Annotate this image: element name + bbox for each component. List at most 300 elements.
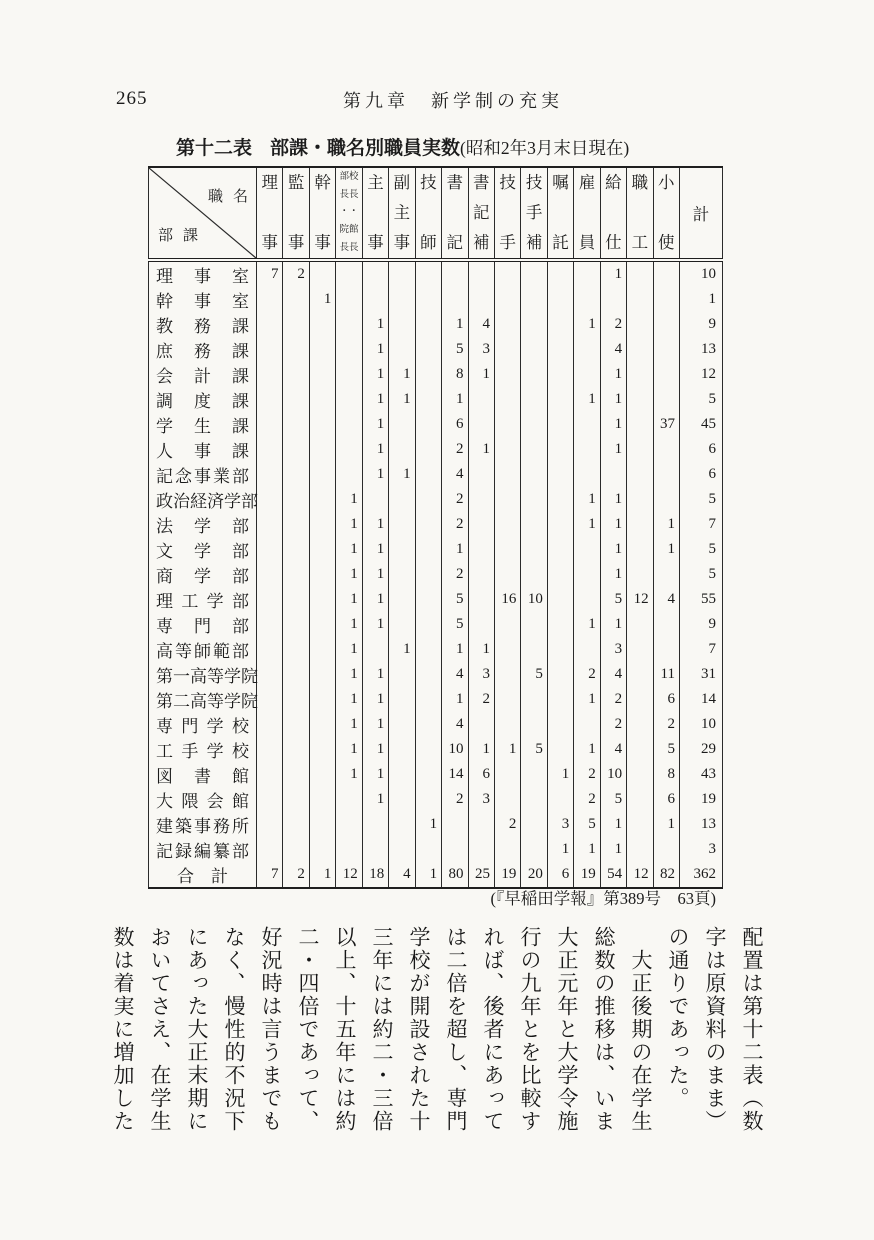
cell: 2 — [574, 762, 600, 787]
cell — [309, 312, 335, 337]
cell — [627, 687, 653, 712]
cell — [600, 462, 626, 487]
cell: 1 — [362, 437, 388, 462]
cell — [627, 612, 653, 637]
cell — [494, 337, 520, 362]
cell: 16 — [494, 587, 520, 612]
column-header: 書 記 補 — [468, 167, 494, 260]
cell: 12 — [336, 862, 362, 888]
cell — [627, 260, 653, 287]
cell — [494, 787, 520, 812]
cell — [415, 412, 441, 437]
cell — [627, 362, 653, 387]
cell — [627, 462, 653, 487]
cell — [600, 287, 626, 312]
cell — [521, 612, 547, 637]
cell — [574, 362, 600, 387]
row-label: 学 生 課 — [156, 417, 249, 436]
cell — [309, 260, 335, 287]
cell — [336, 312, 362, 337]
cell: 29 — [680, 737, 723, 762]
column-header: 幹 事 — [309, 167, 335, 260]
cell: 1 — [468, 637, 494, 662]
column-header: 小 使 — [653, 167, 679, 260]
column-header: 嘱 託 — [547, 167, 573, 260]
cell — [415, 737, 441, 762]
cell — [309, 587, 335, 612]
cell — [283, 662, 309, 687]
cell — [521, 712, 547, 737]
cell — [521, 837, 547, 862]
cell — [653, 837, 679, 862]
cell — [309, 737, 335, 762]
cell: 1 — [600, 412, 626, 437]
table-row — [149, 260, 723, 287]
cell — [283, 712, 309, 737]
cell — [468, 412, 494, 437]
cell: 1 — [336, 712, 362, 737]
cell — [283, 537, 309, 562]
cell — [283, 287, 309, 312]
cell — [547, 412, 573, 437]
cell: 1 — [362, 762, 388, 787]
cell — [627, 812, 653, 837]
vertical-body-text — [104, 926, 770, 1142]
cell: 1 — [574, 387, 600, 412]
vertical-text-line: の通りであった。 — [666, 926, 690, 1110]
cell — [521, 812, 547, 837]
cell — [336, 787, 362, 812]
cell — [547, 787, 573, 812]
cell: 8 — [653, 762, 679, 787]
cell — [257, 687, 283, 712]
cell — [389, 562, 415, 587]
cell — [389, 837, 415, 862]
cell: 2 — [283, 260, 309, 287]
cell — [309, 837, 335, 862]
cell — [389, 512, 415, 537]
cell — [362, 287, 388, 312]
cell: 18 — [362, 862, 388, 888]
cell — [468, 562, 494, 587]
cell: 5 — [680, 487, 723, 512]
cell — [415, 387, 441, 412]
column-header: 給 仕 — [600, 167, 626, 260]
vertical-text-line: 三年には約二・三倍 — [370, 926, 394, 1133]
cell: 1 — [574, 687, 600, 712]
cell — [336, 260, 362, 287]
cell — [283, 812, 309, 837]
table-title — [176, 133, 629, 160]
vertical-text-line: なく、慢性的不況下 — [222, 926, 246, 1133]
cell — [415, 337, 441, 362]
column-header: 主 事 — [362, 167, 388, 260]
cell: 2 — [442, 512, 468, 537]
cell — [574, 260, 600, 287]
table-row — [149, 687, 723, 712]
cell — [547, 737, 573, 762]
cell — [389, 662, 415, 687]
cell — [468, 812, 494, 837]
row-label: 建 築 事 務 所 — [156, 817, 249, 836]
cell — [362, 837, 388, 862]
vertical-text-line: 以上、十五年には約 — [333, 926, 357, 1133]
cell: 19 — [494, 862, 520, 888]
cell: 37 — [653, 412, 679, 437]
table-row — [149, 462, 723, 487]
row-label: 図 書 館 — [156, 767, 249, 786]
row-label: 第 二 高 等 学 院 — [156, 692, 258, 711]
cell: 25 — [468, 862, 494, 888]
cell — [257, 312, 283, 337]
corner-label-job-title: 職名 — [207, 189, 258, 205]
cell — [521, 287, 547, 312]
column-header: 理 事 — [257, 167, 283, 260]
cell — [415, 287, 441, 312]
column-header: 部校 長長 ・・ 院館 長長 — [336, 167, 362, 260]
cell — [494, 712, 520, 737]
cell — [257, 412, 283, 437]
cell — [468, 387, 494, 412]
cell — [521, 337, 547, 362]
table-row — [149, 837, 723, 862]
cell: 5 — [521, 737, 547, 762]
cell — [389, 737, 415, 762]
cell — [389, 437, 415, 462]
table-row — [149, 412, 723, 437]
cell: 4 — [442, 662, 468, 687]
cell — [547, 487, 573, 512]
column-header: 監 事 — [283, 167, 309, 260]
cell — [547, 287, 573, 312]
cell — [627, 787, 653, 812]
cell — [547, 537, 573, 562]
cell — [257, 337, 283, 362]
cell — [257, 637, 283, 662]
cell: 1 — [389, 362, 415, 387]
table-title-text: 部課・職名別職員実数 — [270, 138, 461, 159]
cell — [627, 537, 653, 562]
row-label: 合 計 — [177, 867, 228, 886]
row-label: 法 学 部 — [156, 517, 249, 536]
chapter-header: 第九章 新学制の充実 — [343, 91, 563, 111]
cell: 1 — [600, 362, 626, 387]
cell: 2 — [600, 712, 626, 737]
cell: 5 — [442, 587, 468, 612]
cell — [627, 287, 653, 312]
cell — [574, 462, 600, 487]
cell: 1 — [336, 612, 362, 637]
cell — [468, 512, 494, 537]
row-label: 理 工 学 部 — [156, 592, 249, 611]
cell: 2 — [574, 787, 600, 812]
cell — [627, 762, 653, 787]
row-label: 調 度 課 — [156, 392, 249, 411]
row-label: 大 隈 会 館 — [156, 792, 249, 811]
cell — [468, 537, 494, 562]
cell: 1 — [336, 562, 362, 587]
cell: 1 — [362, 387, 388, 412]
cell: 1 — [680, 287, 723, 312]
cell: 3 — [600, 637, 626, 662]
cell: 4 — [600, 662, 626, 687]
cell — [494, 562, 520, 587]
cell — [389, 712, 415, 737]
cell: 7 — [680, 637, 723, 662]
cell: 1 — [336, 537, 362, 562]
cell: 1 — [600, 387, 626, 412]
cell: 5 — [442, 337, 468, 362]
vertical-text-line: 行の九年とを比較す — [518, 926, 542, 1133]
cell — [309, 362, 335, 387]
cell — [574, 587, 600, 612]
vertical-text-line: 好況時は言うまでも — [259, 926, 283, 1133]
cell — [283, 512, 309, 537]
cell — [468, 487, 494, 512]
cell — [309, 637, 335, 662]
cell — [547, 312, 573, 337]
table-row — [149, 587, 723, 612]
cell: 6 — [547, 862, 573, 888]
cell: 1 — [600, 487, 626, 512]
cell: 1 — [653, 537, 679, 562]
cell — [415, 712, 441, 737]
cell — [309, 337, 335, 362]
cell: 4 — [389, 862, 415, 888]
cell: 1 — [468, 737, 494, 762]
cell — [468, 260, 494, 287]
cell — [521, 487, 547, 512]
cell: 2 — [574, 662, 600, 687]
cell: 4 — [600, 737, 626, 762]
cell — [521, 462, 547, 487]
vertical-text-line: 数は着実に増加した — [111, 926, 135, 1133]
cell — [468, 837, 494, 862]
cell — [389, 287, 415, 312]
cell — [283, 762, 309, 787]
cell: 1 — [336, 637, 362, 662]
cell — [257, 562, 283, 587]
cell: 1 — [494, 737, 520, 762]
cell — [627, 387, 653, 412]
row-label: 第 一 高 等 学 院 — [156, 667, 258, 686]
cell: 2 — [442, 437, 468, 462]
cell: 1 — [468, 362, 494, 387]
cell: 2 — [600, 312, 626, 337]
row-label: 人 事 課 — [156, 442, 249, 461]
cell — [283, 312, 309, 337]
cell: 5 — [680, 387, 723, 412]
cell: 1 — [362, 562, 388, 587]
cell — [547, 260, 573, 287]
cell — [442, 837, 468, 862]
cell — [389, 487, 415, 512]
cell — [442, 812, 468, 837]
cell: 4 — [653, 587, 679, 612]
cell: 1 — [362, 687, 388, 712]
cell: 7 — [257, 862, 283, 888]
cell — [574, 562, 600, 587]
row-label: 専 門 部 — [156, 617, 249, 636]
cell — [309, 437, 335, 462]
staff-count-table — [148, 166, 723, 889]
cell — [336, 387, 362, 412]
cell — [574, 712, 600, 737]
cell — [547, 337, 573, 362]
cell — [468, 712, 494, 737]
page-number: 265 — [116, 88, 148, 109]
cell — [521, 437, 547, 462]
cell: 1 — [574, 312, 600, 337]
cell: 10 — [680, 712, 723, 737]
cell — [468, 587, 494, 612]
cell: 1 — [468, 437, 494, 462]
cell — [415, 312, 441, 337]
cell — [389, 687, 415, 712]
cell: 1 — [442, 537, 468, 562]
cell: 1 — [389, 462, 415, 487]
cell — [653, 462, 679, 487]
cell — [283, 837, 309, 862]
row-label: 政 治 経 済 学 部 — [156, 492, 258, 511]
cell — [574, 537, 600, 562]
cell — [283, 362, 309, 387]
cell — [257, 737, 283, 762]
cell — [309, 687, 335, 712]
cell: 3 — [468, 662, 494, 687]
cell: 11 — [653, 662, 679, 687]
cell — [627, 487, 653, 512]
cell — [283, 637, 309, 662]
cell: 1 — [442, 687, 468, 712]
cell: 1 — [309, 862, 335, 888]
table-row — [149, 362, 723, 387]
vertical-text-line: にあった大正末期に — [185, 926, 209, 1133]
cell: 1 — [362, 512, 388, 537]
cell: 55 — [680, 587, 723, 612]
cell: 1 — [362, 662, 388, 687]
cell — [521, 562, 547, 587]
cell — [415, 437, 441, 462]
cell: 10 — [442, 737, 468, 762]
cell — [574, 637, 600, 662]
cell: 10 — [680, 260, 723, 287]
cell: 6 — [442, 412, 468, 437]
vertical-text-line: 総数の推移は、いま — [592, 926, 616, 1133]
cell — [336, 287, 362, 312]
cell: 1 — [362, 737, 388, 762]
cell — [521, 762, 547, 787]
cell: 5 — [653, 737, 679, 762]
cell — [415, 512, 441, 537]
cell — [415, 637, 441, 662]
cell — [468, 462, 494, 487]
table-row — [149, 287, 723, 312]
cell: 2 — [653, 712, 679, 737]
cell: 1 — [600, 562, 626, 587]
cell: 1 — [336, 512, 362, 537]
column-header: 書 記 — [442, 167, 468, 260]
cell — [283, 337, 309, 362]
table-row — [149, 637, 723, 662]
cell — [336, 337, 362, 362]
cell — [627, 512, 653, 537]
table-row — [149, 737, 723, 762]
cell — [415, 837, 441, 862]
cell: 3 — [680, 837, 723, 862]
cell — [494, 637, 520, 662]
cell — [468, 287, 494, 312]
cell — [653, 612, 679, 637]
row-label: 庶 務 課 — [156, 342, 249, 361]
table-row — [149, 312, 723, 337]
column-header: 技 師 — [415, 167, 441, 260]
cell — [653, 637, 679, 662]
cell: 1 — [442, 387, 468, 412]
cell — [494, 362, 520, 387]
cell — [389, 762, 415, 787]
vertical-text-line: れば、後者にあって — [481, 926, 505, 1133]
cell — [415, 662, 441, 687]
cell: 3 — [468, 337, 494, 362]
cell: 12 — [627, 587, 653, 612]
cell — [494, 287, 520, 312]
cell: 1 — [574, 612, 600, 637]
cell: 1 — [336, 662, 362, 687]
cell: 6 — [653, 687, 679, 712]
table-row — [149, 387, 723, 412]
table-row — [149, 662, 723, 687]
cell — [653, 487, 679, 512]
cell — [627, 712, 653, 737]
row-label: 記 念 事 業 部 — [156, 467, 249, 486]
cell — [627, 737, 653, 762]
corner-label-department: 部課 — [158, 228, 209, 244]
cell — [494, 537, 520, 562]
cell — [309, 412, 335, 437]
cell — [521, 312, 547, 337]
cell: 80 — [442, 862, 468, 888]
table-title-note: (昭和2年3月末日現在) — [460, 138, 630, 158]
cell: 1 — [600, 537, 626, 562]
table-row — [149, 812, 723, 837]
table-body — [149, 260, 723, 888]
cell — [336, 412, 362, 437]
cell: 6 — [680, 437, 723, 462]
row-label: 記 録 編 纂 部 — [156, 842, 249, 861]
cell: 1 — [362, 587, 388, 612]
cell: 2 — [494, 812, 520, 837]
cell — [574, 337, 600, 362]
cell — [257, 462, 283, 487]
cell — [389, 787, 415, 812]
cell — [283, 587, 309, 612]
cell — [309, 387, 335, 412]
cell — [468, 612, 494, 637]
cell: 1 — [574, 737, 600, 762]
cell — [547, 562, 573, 587]
cell — [309, 537, 335, 562]
cell — [389, 312, 415, 337]
cell: 1 — [574, 837, 600, 862]
cell: 1 — [309, 287, 335, 312]
cell — [494, 462, 520, 487]
cell — [362, 487, 388, 512]
vertical-text-line: 学校が開設された十 — [407, 926, 431, 1133]
cell — [309, 812, 335, 837]
row-label: 会 計 課 — [156, 367, 249, 386]
cell — [574, 412, 600, 437]
